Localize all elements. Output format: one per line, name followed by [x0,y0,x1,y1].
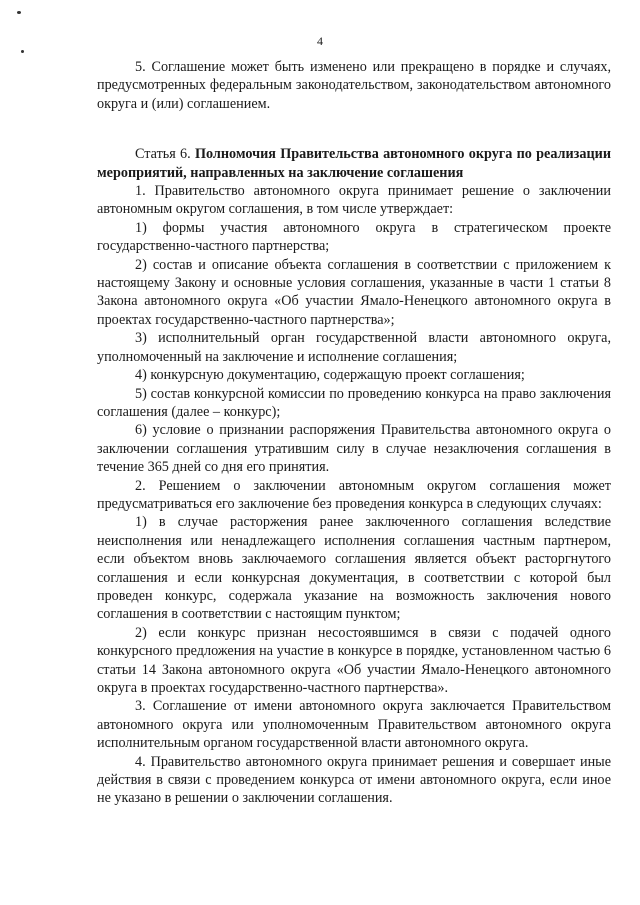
paragraph: 2. Решением о заключении автономным округом соглашения может предусматриваться его заключение без проведения конкурса в следующих случаях: [97,477,611,512]
paragraph: 5) состав конкурсной комиссии по проведению конкурса на право заключения соглашения (далее – конкурс); [97,385,611,420]
paragraph: 3. Соглашение от имени автономного округа заключается Правительством автономного округа или уполномоченным Правительством автономного округа исполнительным органом государственной власти автономного округа. [97,698,611,752]
article-heading [97,145,611,182]
paragraph: 3) исполнительный орган государственной власти автономного округа, уполномоченный на заключение и исполнение соглашения; [97,330,611,365]
paragraph: 2) состав и описание объекта соглашения в соответствии с приложением к настоящему Закону и основные условия соглашения, указанные в части 1 статьи 8 Закона автономного округа «Об участии Ямало-Ненецкого автономного округа в проектах государственно-частного партнерства»; [97,256,611,328]
paragraph: 6) условие о признании распоряжения Правительства автономного округа о заключении соглашения утратившим силу в случае незаключения соглашения в течение 365 дней со дня его принятия. [97,422,611,476]
scan-speck [21,50,24,53]
article-label: Статья 6. [135,146,191,163]
article-title: Полномочия Правительства автономного округа по реализации мероприятий, направленных на заключение соглашения [97,146,611,181]
scan-speck [17,11,21,14]
paragraph: 4. Правительство автономного округа принимает решения и совершает иные действия в связи с проведением конкурса от имени автономного округа, если иное не указано в решении о заключении соглашения. [97,753,611,807]
page-number: 4 [317,34,323,48]
document-body [97,58,611,808]
paragraph-clause-5: 5. Соглашение может быть изменено или прекращено в порядке и случаях, предусмотренных федеральным законодательством, законодательством автономного округа и (или) соглашением. [97,59,611,112]
paragraph: 1) в случае расторжения ранее заключенного соглашения вследствие неисполнения или ненадлежащего исполнения соглашения частным партнером, если объектом вновь заключаемого соглашения является объект расторгнутого соглашения и если конкурсная документация, в соответствии с которой был проведен конкурс, содержала указание на возможность заключения нового соглашения в соответствии с настоящим пунктом; [97,514,611,623]
paragraph: 2) если конкурс признан несостоявшимся в связи с подачей одного конкурсного предложения на участие в конкурсе в порядке, установленном частью 6 статьи 14 Закона автономного округа «Об участии Ямало-Ненецкого автономного округа в проектах государственно-частного партнерства». [97,624,611,696]
paragraph: 1) формы участия автономного округа в стратегическом проекте государственно-частного партнерства; [97,219,611,255]
paragraph: 1. Правительство автономного округа принимает решение о заключении автономным округом соглашения, в том числе утверждает: [97,183,611,218]
paragraph: 4) конкурсную документацию, содержащую проект соглашения; [135,367,525,384]
